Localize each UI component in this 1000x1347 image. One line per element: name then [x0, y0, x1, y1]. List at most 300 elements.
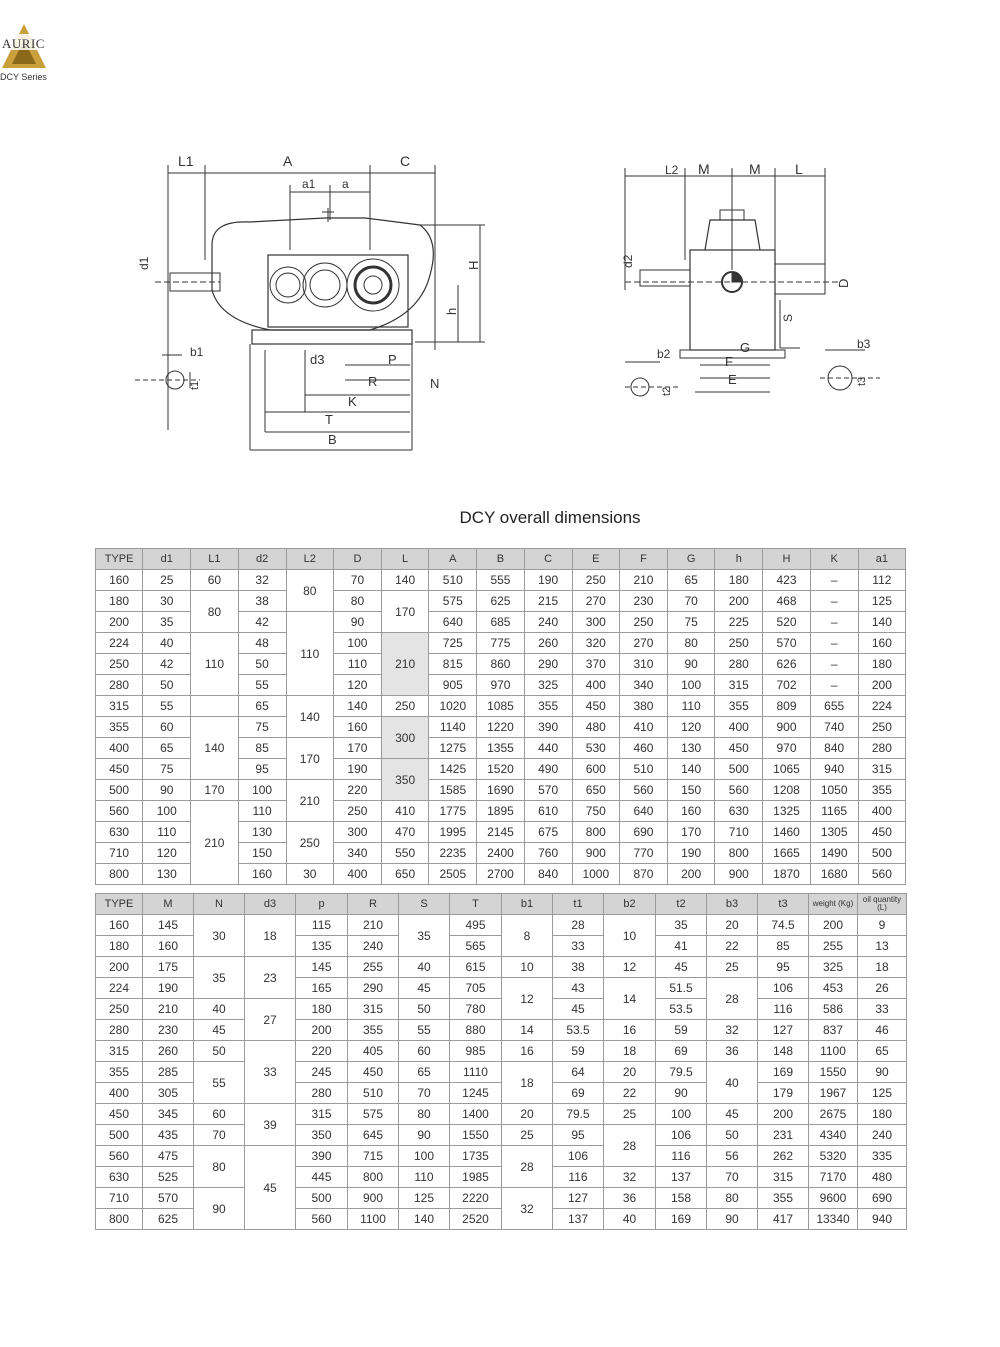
table-cell: 79.5 [656, 1062, 707, 1083]
table-cell: 2400 [477, 843, 524, 864]
table-cell: 355 [858, 780, 905, 801]
table-cell: 1985 [450, 1167, 502, 1188]
table-cell: 90 [399, 1125, 450, 1146]
table-cell: 112 [858, 570, 905, 591]
table-cell: 555 [477, 570, 524, 591]
table-cell: 75 [143, 759, 191, 780]
table-cell: 225 [715, 612, 763, 633]
col-header: h [715, 549, 763, 570]
col-header-oil: oil quantity (L) [858, 894, 907, 915]
table-cell: 405 [348, 1041, 399, 1062]
table-cell: 615 [450, 957, 502, 978]
table-row [96, 1125, 907, 1146]
table-cell: 50 [143, 675, 191, 696]
table-cell: 69 [553, 1083, 604, 1104]
table-cell: 110 [143, 822, 191, 843]
table-cell: 116 [758, 999, 809, 1020]
svg-text:C: C [400, 153, 411, 169]
col-header: D [333, 549, 381, 570]
table-cell: 170 [668, 822, 715, 843]
table-cell: 345 [143, 1104, 194, 1125]
table-cell: 1550 [809, 1062, 858, 1083]
table-cell: 28 [553, 915, 604, 936]
table-row [96, 1104, 907, 1125]
table-cell: 28 [502, 1146, 553, 1188]
table-cell: 127 [758, 1020, 809, 1041]
table-cell: 160 [143, 936, 194, 957]
table-cell: 12 [502, 978, 553, 1020]
table-cell: 525 [143, 1167, 194, 1188]
table-cell: 400 [96, 738, 143, 759]
table-cell: 2145 [477, 822, 524, 843]
table-cell: 560 [96, 1146, 143, 1167]
table-cell: 250 [96, 999, 143, 1020]
table-cell: 45 [707, 1104, 758, 1125]
table-cell: 22 [604, 1083, 656, 1104]
table-cell: 25 [502, 1125, 553, 1146]
table-cell: 240 [524, 612, 572, 633]
table-cell: 70 [399, 1083, 450, 1104]
table-cell: 1065 [763, 759, 810, 780]
svg-text:d2: d2 [621, 254, 635, 268]
table-cell: 45 [553, 999, 604, 1020]
table-cell: 80 [191, 591, 238, 633]
table-cell: 350 [382, 759, 429, 801]
table-cell: 127 [553, 1188, 604, 1209]
table-cell: 1520 [477, 759, 524, 780]
table-cell: 59 [553, 1041, 604, 1062]
table-cell: 20 [604, 1062, 656, 1083]
table-cell: 230 [619, 591, 667, 612]
table-cell: 30 [286, 864, 333, 885]
table-cell: 390 [296, 1146, 348, 1167]
table-cell: 60 [191, 570, 238, 591]
table-cell: 60 [194, 1104, 245, 1125]
table-cell: 340 [333, 843, 381, 864]
table-cell: 56 [707, 1146, 758, 1167]
front-view-drawing [135, 153, 485, 450]
table-cell: 1735 [450, 1146, 502, 1167]
table-cell: 100 [333, 633, 381, 654]
table-cell: 685 [477, 612, 524, 633]
table-cell: 80 [399, 1104, 450, 1125]
table-cell: 390 [524, 717, 572, 738]
table-cell: 38 [553, 957, 604, 978]
table-cell: 40 [143, 633, 191, 654]
table-cell: 1870 [763, 864, 810, 885]
table-cell: 410 [382, 801, 429, 822]
svg-text:H: H [466, 260, 481, 270]
table-cell: 510 [619, 759, 667, 780]
table-cell: 453 [809, 978, 858, 999]
table-row [96, 1041, 907, 1062]
table-cell: 95 [553, 1125, 604, 1146]
table-cell: 160 [96, 570, 143, 591]
table-cell: 300 [382, 717, 429, 759]
table-cell: 80 [286, 570, 333, 612]
table-cell: 690 [619, 822, 667, 843]
table-cell: 280 [296, 1083, 348, 1104]
table-row [96, 915, 907, 936]
table-cell: 750 [572, 801, 619, 822]
table-cell: 315 [758, 1167, 809, 1188]
table-cell: 74.5 [758, 915, 809, 936]
table-cell: 840 [524, 864, 572, 885]
table-cell: 95 [758, 957, 809, 978]
table-cell: 7170 [809, 1167, 858, 1188]
table-cell: 145 [296, 957, 348, 978]
svg-text:L2: L2 [665, 163, 679, 177]
table-cell: 575 [429, 591, 477, 612]
table-cell: 255 [348, 957, 399, 978]
table-cell: 42 [238, 612, 286, 633]
table-cell: 53.5 [656, 999, 707, 1020]
svg-text:a1: a1 [302, 177, 316, 191]
table-cell: 210 [619, 570, 667, 591]
table-cell: 500 [296, 1188, 348, 1209]
table-cell: 250 [858, 717, 905, 738]
svg-text:G: G [740, 340, 751, 355]
table-cell: 55 [238, 675, 286, 696]
table-cell: 55 [143, 696, 191, 717]
table-cell: 9600 [809, 1188, 858, 1209]
table-cell: 400 [572, 675, 619, 696]
table-cell: 65 [668, 570, 715, 591]
table-cell: 1100 [809, 1041, 858, 1062]
table-cell: 200 [809, 915, 858, 936]
table-cell: 440 [524, 738, 572, 759]
table-cell: 450 [858, 822, 905, 843]
table-cell: 870 [619, 864, 667, 885]
svg-text:d3: d3 [310, 352, 325, 367]
table-cell: 50 [238, 654, 286, 675]
table-row [96, 801, 906, 822]
table-cell: 1665 [763, 843, 810, 864]
table-cell: 655 [810, 696, 858, 717]
table-cell: 770 [619, 843, 667, 864]
table-cell: 355 [96, 717, 143, 738]
brand-series: DCY Series [0, 72, 47, 82]
table-cell: 250 [286, 822, 333, 864]
svg-text:t3: t3 [856, 376, 868, 386]
table-cell: 100 [656, 1104, 707, 1125]
table-row [96, 1188, 907, 1209]
table-cell: 180 [858, 654, 905, 675]
table-cell: 46 [858, 1020, 907, 1041]
table-cell: 1995 [429, 822, 477, 843]
table-cell: 355 [524, 696, 572, 717]
table-cell: – [810, 654, 858, 675]
col-header: E [572, 549, 619, 570]
table-cell: 840 [810, 738, 858, 759]
table-row [96, 780, 906, 801]
table-cell: 880 [450, 1020, 502, 1041]
table-cell: 1400 [450, 1104, 502, 1125]
table-cell: 290 [524, 654, 572, 675]
svg-text:M: M [698, 161, 710, 177]
table-cell: 110 [191, 633, 238, 696]
table-cell: 43 [553, 978, 604, 999]
table-cell: 575 [348, 1104, 399, 1125]
table-cell: 170 [382, 591, 429, 633]
table-cell: 130 [238, 822, 286, 843]
table-cell: 14 [604, 978, 656, 1020]
table-cell: 645 [348, 1125, 399, 1146]
table-cell: 315 [96, 696, 143, 717]
table-cell: 355 [348, 1020, 399, 1041]
table-cell: 630 [715, 801, 763, 822]
table-cell: 160 [238, 864, 286, 885]
table-cell: 100 [668, 675, 715, 696]
table-cell: 570 [763, 633, 810, 654]
table-cell: 450 [96, 1104, 143, 1125]
table-cell: 70 [707, 1167, 758, 1188]
table-cell: 480 [858, 1167, 907, 1188]
table-cell: 1050 [810, 780, 858, 801]
table-cell: 215 [524, 591, 572, 612]
table-cell: 423 [763, 570, 810, 591]
table-row [96, 999, 907, 1020]
table-cell: 69 [656, 1041, 707, 1062]
table-cell: 285 [143, 1062, 194, 1083]
table-cell: 65 [399, 1062, 450, 1083]
table-cell: 140 [286, 696, 333, 738]
table-cell: 175 [143, 957, 194, 978]
table-cell: 450 [572, 696, 619, 717]
table-cell: 570 [143, 1188, 194, 1209]
table-cell: 510 [348, 1083, 399, 1104]
table-cell: 250 [382, 696, 429, 717]
table-cell: 140 [858, 612, 905, 633]
table-cell: 137 [553, 1209, 604, 1230]
table-cell: 180 [96, 591, 143, 612]
table-cell: 13 [858, 936, 907, 957]
table-cell: 450 [348, 1062, 399, 1083]
col-header: L [382, 549, 429, 570]
table-cell: 33 [858, 999, 907, 1020]
table-cell: 1140 [429, 717, 477, 738]
table-cell: 1165 [810, 801, 858, 822]
table-cell: 200 [758, 1104, 809, 1125]
col-header: L2 [286, 549, 333, 570]
table-cell: 120 [668, 717, 715, 738]
table-cell: 500 [96, 780, 143, 801]
table-cell: 18 [858, 957, 907, 978]
page-title: DCY overall dimensions [459, 508, 641, 527]
table-cell: 170 [286, 738, 333, 780]
table-cell: 210 [191, 801, 238, 885]
col-header: d1 [143, 549, 191, 570]
table-cell: 250 [572, 570, 619, 591]
table-cell: 20 [502, 1104, 553, 1125]
table-cell: 400 [715, 717, 763, 738]
table-cell: 760 [524, 843, 572, 864]
table-cell: 179 [758, 1083, 809, 1104]
table-cell: 710 [715, 822, 763, 843]
table-cell: 106 [553, 1146, 604, 1167]
table-cell: 610 [524, 801, 572, 822]
table-cell: – [810, 570, 858, 591]
table-cell: 70 [333, 570, 381, 591]
table-cell: 190 [143, 978, 194, 999]
svg-text:E: E [728, 372, 737, 387]
table-cell: 210 [348, 915, 399, 936]
table-cell: 150 [238, 843, 286, 864]
table-cell: 450 [96, 759, 143, 780]
table-cell: 169 [758, 1062, 809, 1083]
table-cell: 100 [399, 1146, 450, 1167]
table-cell: 900 [763, 717, 810, 738]
col-header: t3 [758, 894, 809, 915]
svg-text:a: a [342, 177, 349, 191]
table-cell: – [810, 675, 858, 696]
table-cell: 1275 [429, 738, 477, 759]
table-cell [191, 696, 238, 717]
table-cell: 51.5 [656, 978, 707, 999]
table-cell: 200 [715, 591, 763, 612]
table-cell: 48 [238, 633, 286, 654]
table-cell: 2700 [477, 864, 524, 885]
table-cell: 970 [763, 738, 810, 759]
technical-drawings [120, 150, 910, 465]
table-cell: 180 [715, 570, 763, 591]
table-cell: 110 [333, 654, 381, 675]
table-cell: 45 [194, 1020, 245, 1041]
table-cell: 702 [763, 675, 810, 696]
table-cell: 100 [143, 801, 191, 822]
table-cell: 530 [572, 738, 619, 759]
table-cell: 315 [96, 1041, 143, 1062]
table-cell: 650 [572, 780, 619, 801]
table-cell: 160 [333, 717, 381, 738]
table-cell: 837 [809, 1020, 858, 1041]
table-cell: 160 [96, 915, 143, 936]
table-cell: 25 [707, 957, 758, 978]
table-cell: 450 [715, 738, 763, 759]
table-cell: 340 [619, 675, 667, 696]
table-cell: 27 [245, 999, 296, 1041]
side-view-drawing [621, 161, 880, 396]
table-cell: 135 [296, 936, 348, 957]
table-cell: 165 [296, 978, 348, 999]
table-cell: 158 [656, 1188, 707, 1209]
table-cell: 560 [715, 780, 763, 801]
table-cell: 370 [572, 654, 619, 675]
col-header: F [619, 549, 667, 570]
table-cell: 30 [194, 915, 245, 957]
col-header: S [399, 894, 450, 915]
table-cell: 626 [763, 654, 810, 675]
col-header: TYPE [96, 894, 143, 915]
svg-text:N: N [430, 376, 440, 391]
table-cell: 60 [143, 717, 191, 738]
brand-logo [0, 22, 60, 82]
table-cell: 250 [715, 633, 763, 654]
table-cell: 2505 [429, 864, 477, 885]
table-cell: 480 [572, 717, 619, 738]
col-header: H [763, 549, 810, 570]
table-cell: 305 [143, 1083, 194, 1104]
table-cell: 170 [333, 738, 381, 759]
table-cell: 560 [296, 1209, 348, 1230]
table-cell: 41 [656, 936, 707, 957]
col-header: b2 [604, 894, 656, 915]
table-cell: 2235 [429, 843, 477, 864]
table-cell: 1325 [763, 801, 810, 822]
table-cell: 140 [191, 717, 238, 780]
col-header: t2 [656, 894, 707, 915]
svg-text:B: B [328, 432, 337, 447]
table-cell: 280 [715, 654, 763, 675]
table-cell: 1775 [429, 801, 477, 822]
table-cell: 160 [668, 801, 715, 822]
table-cell: 190 [333, 759, 381, 780]
table-cell: 35 [194, 957, 245, 999]
dimensions-table-1 [95, 548, 906, 885]
table-cell: 18 [245, 915, 296, 957]
table-cell: 125 [858, 1083, 907, 1104]
table-cell: 180 [296, 999, 348, 1020]
table-cell: 140 [333, 696, 381, 717]
table-cell: 255 [809, 936, 858, 957]
table-cell: 1967 [809, 1083, 858, 1104]
table-cell: 70 [668, 591, 715, 612]
table-cell: 140 [399, 1209, 450, 1230]
table-cell: 315 [296, 1104, 348, 1125]
table-cell: 290 [348, 978, 399, 999]
table-cell: 60 [399, 1041, 450, 1062]
table-cell: 55 [194, 1062, 245, 1104]
table-cell: 90 [707, 1209, 758, 1230]
table-cell: 50 [194, 1041, 245, 1062]
table-cell: 75 [238, 717, 286, 738]
table-cell: 90 [656, 1083, 707, 1104]
table-cell: 39 [245, 1104, 296, 1146]
table-cell: 190 [668, 843, 715, 864]
table-cell: 640 [619, 801, 667, 822]
table-cell: 79.5 [553, 1104, 604, 1125]
table-cell: 137 [656, 1167, 707, 1188]
table-cell: 20 [707, 915, 758, 936]
table-cell: 355 [96, 1062, 143, 1083]
table-cell: 40 [399, 957, 450, 978]
table-row [96, 696, 906, 717]
table-cell: 300 [572, 612, 619, 633]
table-cell: 315 [715, 675, 763, 696]
table-row [96, 570, 906, 591]
svg-text:A: A [283, 153, 293, 169]
svg-text:T: T [325, 412, 333, 427]
svg-text:M: M [749, 161, 761, 177]
table-cell: 710 [96, 1188, 143, 1209]
table-cell: 490 [524, 759, 572, 780]
table-cell: 14 [502, 1020, 553, 1041]
table-cell: 85 [238, 738, 286, 759]
table-cell: 53.5 [553, 1020, 604, 1041]
table-cell: 224 [858, 696, 905, 717]
table-cell: 110 [668, 696, 715, 717]
table-cell: 80 [668, 633, 715, 654]
table-cell: 500 [715, 759, 763, 780]
table-cell: 400 [858, 801, 905, 822]
table-cell: 180 [858, 1104, 907, 1125]
table-cell: 675 [524, 822, 572, 843]
table-row [96, 717, 906, 738]
table-cell: 130 [668, 738, 715, 759]
table-cell: 335 [858, 1146, 907, 1167]
table-cell: 985 [450, 1041, 502, 1062]
table-cell: 2675 [809, 1104, 858, 1125]
